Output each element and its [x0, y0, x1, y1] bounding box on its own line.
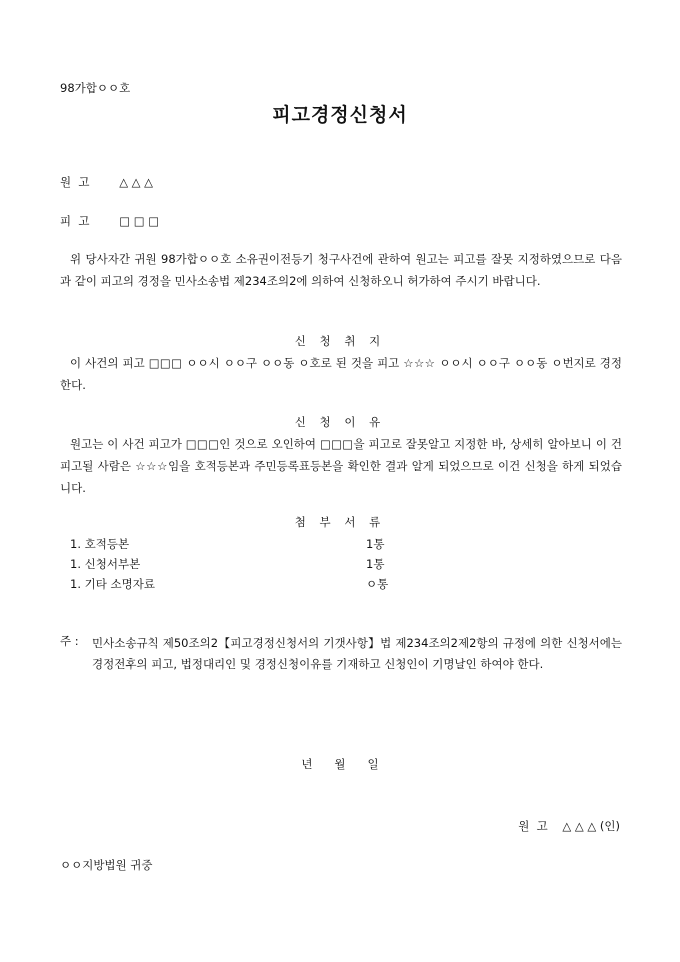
defendant-label: 피 고	[60, 214, 90, 228]
attachment-item-count: 1통	[366, 537, 385, 551]
note-text: 민사소송규칙 제50조의2【피고경정신청서의 기갯사항】법 제234조의2제2항의 규정에 의한 신청서에는 경정전후의 피고, 법정대리인 및 경정신청이유를 기재하고 신청인이 기명날인 하여야 한다.	[92, 636, 622, 671]
document-title: 피고경정신청서	[272, 104, 408, 126]
purpose-heading: 신 청 취 지	[294, 334, 386, 348]
attachment-item-label: 1. 기타 소명자료	[70, 577, 155, 591]
attachment-item-count: 1통	[366, 557, 385, 571]
purpose-paragraph: 이 사건의 피고 □□□ ㅇㅇ시 ㅇㅇ구 ㅇㅇ동 ㅇ호로 된 것을 피고 ☆☆☆ ㅇㅇ시 ㅇㅇ구 ㅇㅇ동 ㅇ번지로 경정한다.	[60, 356, 622, 392]
intro-paragraph: 위 당사자간 귀원 98가합ㅇㅇ호 소유권이전등기 청구사건에 관하여 원고는 피고를 잘못 지정하였으므로 다음과 같이 피고의 경정을 민사소송법 제234조의2에 의하여 신청하오니 허가하여 주시기 바랍니다.	[60, 252, 622, 288]
case-number: 98가합ㅇㅇ호	[60, 81, 131, 95]
signature-line: 원 고 △ △ △ (인)	[518, 819, 620, 833]
reason-heading: 신 청 이 유	[294, 415, 386, 429]
court-addressee: ㅇㅇ지방법원 귀중	[60, 858, 153, 872]
plaintiff-name: △ △ △	[119, 175, 154, 189]
plaintiff-label: 원 고	[60, 175, 90, 189]
plaintiff-line	[60, 174, 153, 190]
attachments-heading: 첨 부 서 류	[294, 515, 386, 529]
date-line: 년 월 일	[301, 757, 379, 771]
attachment-item-count: ㅇ통	[366, 577, 389, 591]
attachment-item-label: 1. 호적등본	[70, 537, 130, 551]
attachment-item-label: 1. 신청서부본	[70, 557, 141, 571]
defendant-name: □ □ □	[119, 214, 160, 228]
reason-paragraph: 원고는 이 사건 피고가 □□□인 것으로 오인하여 □□□을 피고로 잘못알고 지정한 바, 상세히 알아보니 이 건 피고될 사람은 ☆☆☆임을 호적등본과 주민등록표등본을 확인한 결과 알게 되었으므로 이건 신청을 하게 되었습니다.	[60, 437, 622, 495]
defendant-line	[60, 213, 159, 229]
note-lead: 주 :	[60, 634, 79, 648]
